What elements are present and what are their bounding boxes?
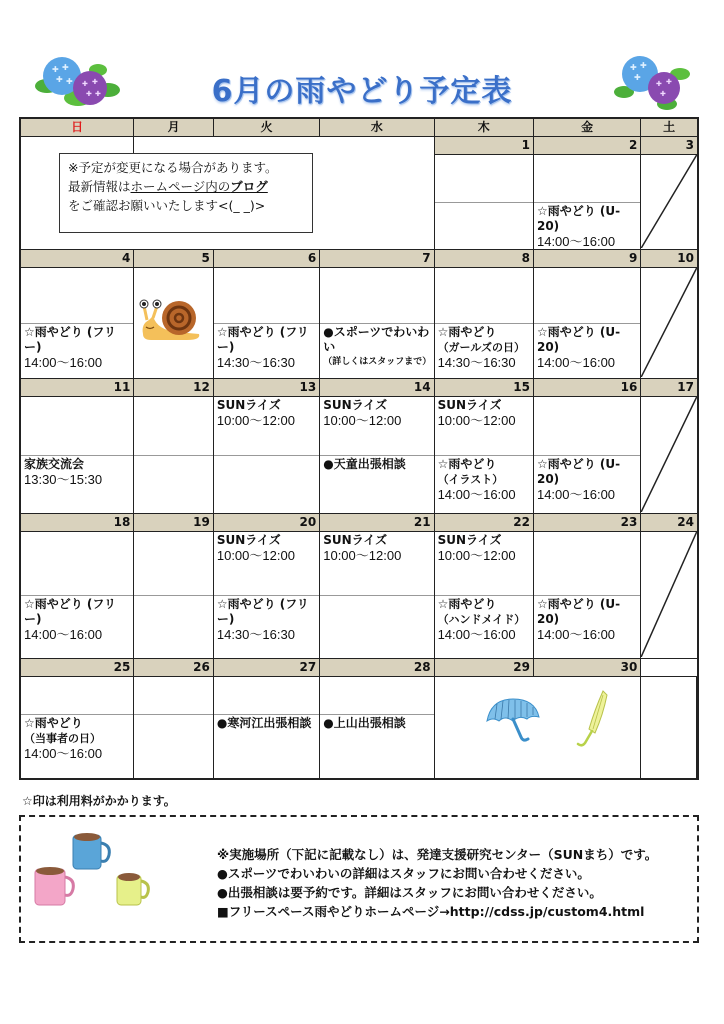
- event-title: SUNライズ: [437, 533, 502, 547]
- svg-text:✚: ✚: [95, 90, 101, 98]
- event-time: 10:00〜12:00: [323, 548, 402, 563]
- date-cell: 27: [214, 659, 320, 676]
- week-row: [21, 514, 697, 659]
- info-line: ●スポーツでわいわいの詳細はスタッフにお問い合わせください。: [217, 866, 590, 881]
- weekday-thu: 木: [435, 119, 534, 136]
- page-title: 6月の雨やどり予定表: [211, 74, 513, 109]
- event-title: ☆雨やどり: [437, 324, 497, 339]
- event-time: 13:30〜15:30: [24, 471, 103, 487]
- date-cell: 6: [214, 250, 320, 267]
- date-cell: 11: [21, 379, 134, 396]
- event-subtitle: （イラスト）: [437, 472, 504, 486]
- event-title: ☆雨やどり: [437, 596, 497, 611]
- date-cell: 23: [534, 514, 641, 531]
- date-row: [21, 514, 697, 532]
- event-title: ☆雨やどり (U-20): [536, 203, 621, 233]
- date-cell: 4: [21, 250, 134, 267]
- snail-icon: [137, 294, 207, 344]
- event-subtitle: （ガールズの日）: [437, 340, 526, 354]
- day-cell-26: [134, 677, 214, 778]
- date-cell: 13: [214, 379, 320, 396]
- svg-text:✚: ✚: [640, 61, 647, 70]
- event-title: ●天童出張相談: [323, 456, 406, 471]
- date-row: [21, 659, 697, 677]
- day-cell-20: [214, 532, 320, 658]
- date-cell: 29: [435, 659, 534, 676]
- day-cell-9: [534, 268, 641, 378]
- event-title: SUNライズ: [216, 533, 281, 547]
- event-time: 14:00〜16:00: [24, 746, 103, 761]
- week-row: [21, 659, 697, 778]
- date-cell: 1: [435, 137, 534, 155]
- date-cell: 16: [534, 379, 641, 396]
- event-time: 10:00〜12:00: [437, 413, 516, 428]
- notice-line: ※予定が変更になる場合があります。: [68, 160, 278, 175]
- day-cell-4: [21, 268, 134, 378]
- event-time: 14:00〜16:00: [437, 626, 516, 642]
- weekday-tue: 火: [214, 119, 320, 136]
- date-cell: 20: [214, 514, 320, 531]
- info-line: ●出張相談は要予約です。詳細はスタッフにお問い合わせください。: [217, 885, 602, 900]
- svg-text:✚: ✚: [630, 63, 637, 72]
- svg-text:✚: ✚: [56, 75, 63, 84]
- date-cell: 28: [320, 659, 434, 676]
- homepage-url[interactable]: ■フリースペース雨やどりホームページ→http://cdss.jp/custom4.html: [217, 904, 645, 919]
- day-cell-27: [214, 677, 320, 778]
- event-time: 14:00〜16:00: [536, 626, 616, 642]
- date-cell: 12: [134, 379, 214, 396]
- day-cell-13: [214, 397, 320, 513]
- notice-line: をご確認お願いいたします<(_ _)>: [68, 198, 266, 213]
- info-line: ※実施場所（下記に記載なし）は、発達支援研究センター（SUNまち）です。: [217, 847, 658, 862]
- mugs-icon: [33, 831, 183, 931]
- event-title: ☆雨やどり (フリー): [24, 596, 116, 626]
- weekday-sat: 土: [663, 120, 676, 134]
- event-title: 家族交流会: [24, 456, 85, 471]
- svg-text:✚: ✚: [634, 73, 641, 82]
- closed-slash-icon: [641, 532, 697, 657]
- event-title: ☆雨やどり: [437, 456, 497, 471]
- event-time: 14:30〜16:30: [437, 354, 516, 370]
- date-cell: 14: [320, 379, 434, 396]
- svg-text:✚: ✚: [52, 65, 59, 74]
- day-cell-28: [320, 677, 434, 778]
- date-cell: 9: [534, 250, 641, 267]
- svg-text:✚: ✚: [656, 80, 662, 88]
- svg-text:✚: ✚: [66, 77, 73, 86]
- event-title: ☆雨やどり (U-20): [536, 456, 621, 486]
- event-title: SUNライズ: [437, 398, 502, 412]
- event-title: ●上山出張相談: [323, 716, 406, 730]
- svg-text:✚: ✚: [666, 78, 672, 86]
- day-cell-17-closed: [641, 397, 697, 513]
- event-time: 14:00〜16:00: [536, 233, 616, 249]
- day-cell-24-closed: [641, 532, 697, 658]
- info-box: [19, 815, 699, 943]
- event-title: ☆雨やどり (フリー): [24, 324, 116, 354]
- date-cell: 2: [534, 137, 641, 155]
- day-cell-25: [21, 677, 134, 778]
- weekday-header-row: [21, 119, 697, 137]
- day-cell-7: [320, 268, 434, 378]
- info-text: [217, 845, 657, 921]
- event-time: 10:00〜12:00: [323, 413, 402, 428]
- date-cell: 21: [320, 514, 434, 531]
- day-cell-14: [320, 397, 434, 513]
- date-cell: 15: [435, 379, 534, 396]
- event-time: 10:00〜12:00: [437, 548, 516, 563]
- day-cell-2: [534, 155, 641, 249]
- closed-slash-icon: [641, 397, 697, 512]
- day-cell-1: [435, 155, 534, 249]
- fee-note: ☆印は利用料がかかります。: [22, 794, 176, 808]
- event-time: 14:00〜16:00: [536, 354, 616, 370]
- event-time: 14:30〜16:30: [216, 626, 295, 642]
- weekday-mon: 月: [134, 119, 214, 136]
- date-cell: [641, 659, 697, 676]
- closed-slash-icon: [641, 268, 697, 377]
- day-cell-22: [435, 532, 534, 658]
- event-time: 14:30〜16:30: [216, 354, 295, 370]
- day-cell-8: [435, 268, 534, 378]
- event-time: 14:00〜16:00: [536, 486, 616, 502]
- svg-text:✚: ✚: [62, 63, 69, 72]
- empty-cell: [641, 677, 697, 778]
- day-cell-23: [534, 532, 641, 658]
- date-cell: 5: [134, 250, 214, 267]
- day-cell-21: [320, 532, 434, 658]
- date-row: [21, 379, 697, 397]
- event-title: ☆雨やどり (フリー): [216, 596, 309, 626]
- day-cell-16: [534, 397, 641, 513]
- day-cell-3-closed: [641, 155, 697, 249]
- date-row: [21, 250, 697, 268]
- day-cell-18: [21, 532, 134, 658]
- umbrella-open-icon: [483, 695, 543, 745]
- event-title: ●スポーツでわいわい: [323, 324, 430, 354]
- event-subtitle: （ハンドメイド）: [437, 612, 526, 626]
- day-cell-5: [134, 268, 214, 378]
- event-subtitle: （当事者の日）: [24, 732, 101, 745]
- blog-link[interactable]: ブログ: [230, 179, 268, 194]
- date-cell: 24: [677, 515, 694, 529]
- event-time: 14:00〜16:00: [437, 486, 516, 502]
- event-title: SUNライズ: [323, 398, 388, 412]
- notice-line: 最新情報はホームページ内のブログ: [68, 179, 268, 194]
- day-cell-12: [134, 397, 214, 513]
- weekday-fri: 金: [534, 119, 641, 136]
- event-time: 10:00〜12:00: [216, 413, 295, 428]
- day-cell-11: [21, 397, 134, 513]
- weekday-wed: 水: [320, 119, 434, 136]
- event-note: （詳しくはスタッフまで）: [323, 356, 432, 367]
- event-title: SUNライズ: [216, 398, 281, 412]
- event-title: SUNライズ: [323, 533, 388, 547]
- date-cell: 19: [134, 514, 214, 531]
- event-title: ☆雨やどり: [24, 716, 83, 730]
- svg-text:✚: ✚: [86, 90, 92, 98]
- event-time: 14:00〜16:00: [24, 626, 103, 642]
- weekday-sun: 日: [21, 119, 134, 136]
- umbrella-closed-icon: [573, 689, 613, 749]
- svg-text:✚: ✚: [92, 78, 98, 86]
- date-cell: 18: [21, 514, 134, 531]
- event-title: ●寒河江出張相談: [216, 716, 312, 730]
- day-cell-10-closed: [641, 268, 697, 378]
- day-cell-19: [134, 532, 214, 658]
- svg-text:✚: ✚: [660, 90, 666, 98]
- week-row: [21, 250, 697, 379]
- event-time: 14:00〜16:00: [24, 354, 103, 370]
- event-title: ☆雨やどり (フリー): [216, 324, 309, 354]
- homepage-link[interactable]: ホームページ内の: [130, 179, 231, 194]
- day-cell-15: [435, 397, 534, 513]
- day-cell-6: [214, 268, 320, 378]
- date-cell: 26: [134, 659, 214, 676]
- closed-slash-icon: [641, 155, 697, 248]
- week-row: [21, 379, 697, 514]
- event-title: ☆雨やどり (U-20): [536, 596, 621, 626]
- date-cell: 10: [677, 251, 694, 265]
- date-cell: 7: [320, 250, 434, 267]
- date-cell: 17: [677, 380, 694, 394]
- notice-box: [59, 153, 313, 233]
- date-cell: 22: [435, 514, 534, 531]
- event-title: ☆雨やどり (U-20): [536, 324, 621, 354]
- date-cell: 25: [21, 659, 134, 676]
- date-cell: 8: [435, 250, 534, 267]
- event-time: 10:00〜12:00: [216, 548, 295, 563]
- date-cell: 30: [534, 659, 641, 676]
- date-cell: 3: [641, 137, 697, 155]
- svg-text:✚: ✚: [82, 80, 88, 88]
